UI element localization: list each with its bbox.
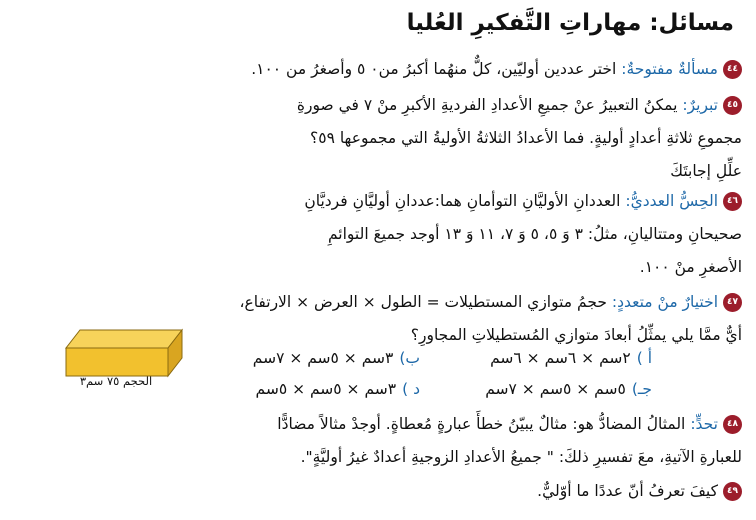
problem-label: اختيارٌ منْ متعددٍ: xyxy=(611,293,718,311)
problem-line xyxy=(30,89,742,122)
problem-line xyxy=(30,286,742,319)
problem-text: يمكنُ التعبيرُ عنْ جميعِ الأعدادِ الفرديةِ الأكبرِ منْ ٧ في صورةِ xyxy=(296,96,678,114)
problem-line xyxy=(30,185,742,218)
problem-label: الحِسُّ العدديُّ: xyxy=(625,192,718,210)
problem-label: تحدٍّ: xyxy=(690,415,718,433)
option-letter: ب) xyxy=(399,349,420,367)
option-letter: أ ) xyxy=(636,349,652,367)
problem-46 xyxy=(30,185,742,284)
problem-line: مجموعِ ثلاثةِ أعدادٍ أوليةٍ. فما الأعدادُ الثلاثةُ الأوليةُ التي مجموعها ٥٩؟ xyxy=(310,129,742,147)
problem-label: مسألةٌ مفتوحةٌ: xyxy=(621,60,718,78)
option-a[interactable] xyxy=(490,349,652,367)
page-title: مسائل: مهاراتِ التَّفكيرِ العُليا xyxy=(406,10,734,36)
problem-number-badge: ٤٩ xyxy=(723,482,742,501)
option-text: ٥سم × ٥سم × ٧سم xyxy=(485,380,626,398)
option-text: ٣سم × ٥سم × ٥سم xyxy=(255,380,397,398)
problem-text: اختر عددين أوليّين، كلٌّ منهُما أكبرُ من٠ ٥ وأصغرُ من ١٠٠. xyxy=(251,60,617,78)
problem-number-badge: ٤٦ xyxy=(723,192,742,211)
problem-48 xyxy=(30,408,742,474)
option-text: ٢سم × ٦سم × ٦سم xyxy=(490,349,631,367)
problem-number-badge: ٤٧ xyxy=(723,293,742,312)
option-letter: جـ) xyxy=(631,380,652,398)
problem-number-badge: ٤٥ xyxy=(723,96,742,115)
option-text: ٣سم × ٥سم × ٧سم xyxy=(252,349,394,367)
option-letter: د ) xyxy=(402,380,420,398)
problem-line: صحيحانِ ومتتاليانِ، مثلُ: ٣ وَ ٥، ٥ وَ ٧، ١١ وَ ١٣ أوجد جميعَ التوائمِ xyxy=(327,225,742,243)
problem-label: تبريرٌ: xyxy=(682,96,718,114)
problem-text: كيفَ تعرفُ أنّ عددًا ما أوّليٌّ. xyxy=(537,482,718,500)
problem-number-badge: ٤٨ xyxy=(723,415,742,434)
problem-text: العددانِ الأوليَّانِ التوأمانِ هما:عددانِ أوليَّانِ فرديَّانِ xyxy=(304,192,621,210)
problem-line: أيٌّ ممَّا يلي يمثِّلُ أبعادَ متوازي المُستطيلاتِ المجاورِ؟ xyxy=(410,326,742,344)
option-c[interactable] xyxy=(485,380,652,398)
problem-number-badge: ٤٤ xyxy=(723,60,742,79)
problem-line: للعبارةِ الآتيةِ، معَ تفسيرِ ذلكَ: " جميعُ الأعدادِ الزوجيةِ أعدادٌ غيرُ أوليَّةٍ". xyxy=(300,448,742,466)
problem-text: حجمُ متوازي المستطيلات = الطول × العرض × الارتفاع، xyxy=(239,293,607,311)
problem-44 xyxy=(30,53,742,86)
option-d[interactable] xyxy=(256,380,421,398)
problem-line: علِّلِ إجابتَكَ xyxy=(670,162,742,180)
problem-text: المثالُ المضادُّ هو: مثالٌ يبيّنُ خطأَ عبارةٍ مُعطاةٍ. أوجدْ مثالاً مضادًّا xyxy=(277,415,686,433)
problem-line: الأصغرِ منْ ١٠٠. xyxy=(639,258,742,276)
problem-45 xyxy=(30,89,742,188)
problem-line xyxy=(30,408,742,441)
option-b[interactable] xyxy=(253,349,420,367)
problem-49 xyxy=(30,475,742,508)
figure-caption: الحجم ٧٥ سم٣ xyxy=(79,374,153,388)
